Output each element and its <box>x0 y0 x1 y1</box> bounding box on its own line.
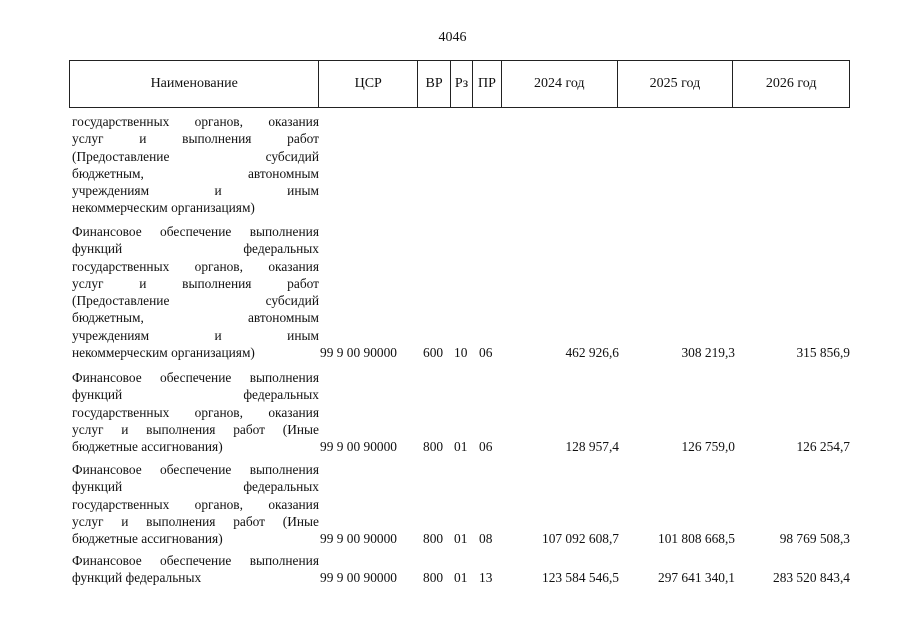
cell-vr: 800 <box>423 570 444 586</box>
cell-vr: 800 <box>423 439 444 455</box>
row-name-line: некоммерческим организациям) <box>72 200 255 216</box>
cell-rz: 01 <box>454 531 468 547</box>
cell-csr: 99 9 00 90000 <box>320 570 397 586</box>
cell-pr: 08 <box>479 531 493 547</box>
cell-y2025: 126 759,0 <box>681 439 735 455</box>
row-name-line: услуг и выполнения работ (Иные <box>72 513 319 529</box>
row-name-line: услуг и выполнения работ (Иные <box>72 421 319 437</box>
row-name <box>72 369 319 455</box>
table-header <box>69 60 850 108</box>
cell-y2025: 101 808 668,5 <box>658 531 735 547</box>
row-name-line: государственных органов, оказания <box>72 114 319 129</box>
row-name-line: функций федеральных <box>72 570 202 586</box>
cell-y2025: 308 219,3 <box>681 345 735 361</box>
cell-pr: 06 <box>479 439 493 455</box>
cell-y2026: 315 856,9 <box>796 345 850 361</box>
cell-y2026: 98 769 508,3 <box>779 531 850 547</box>
cell-pr: 06 <box>479 345 493 361</box>
cell-y2024: 462 926,6 <box>565 345 619 361</box>
row-name-line: учреждениям и иным <box>72 327 319 343</box>
cell-csr: 99 9 00 90000 <box>320 439 397 455</box>
cell-vr: 600 <box>423 345 444 361</box>
header-2024: 2024 год <box>502 61 618 107</box>
cell-pr: 13 <box>479 570 493 586</box>
row-name-line: некоммерческим организациям) <box>72 345 255 361</box>
cell-rz: 01 <box>454 439 468 455</box>
cell-y2024: 123 584 546,5 <box>542 570 619 586</box>
row-name-line: функций федеральных <box>72 479 319 495</box>
row-name <box>72 223 319 361</box>
row-name-line: государственных органов, оказания <box>72 258 319 274</box>
row-name-line: Финансовое обеспечение выполнения <box>72 224 319 239</box>
row-name-line: учреждениям и иным <box>72 183 319 199</box>
cell-rz: 01 <box>454 570 468 586</box>
row-name-line: услуг и выполнения работ <box>72 275 319 291</box>
row-name-line: Финансовое обеспечение выполнения <box>72 462 319 477</box>
cell-y2026: 283 520 843,4 <box>773 570 850 586</box>
row-name <box>72 552 319 587</box>
row-name-line: бюджетные ассигнования) <box>72 531 223 547</box>
header-pr: ПР <box>473 61 502 107</box>
row-name-line: бюджетным, автономным <box>72 165 319 181</box>
header-csr: ЦСР <box>319 61 418 107</box>
row-name-line: услуг и выполнения работ <box>72 131 319 147</box>
cell-y2024: 107 092 608,7 <box>542 531 619 547</box>
row-name-line: бюджетным, автономным <box>72 310 319 326</box>
row-name-line: функций федеральных <box>72 241 319 257</box>
cell-csr: 99 9 00 90000 <box>320 531 397 547</box>
row-name <box>72 113 319 217</box>
cell-y2025: 297 641 340,1 <box>658 570 735 586</box>
row-name <box>72 461 319 547</box>
cell-rz: 10 <box>454 345 468 361</box>
cell-y2026: 126 254,7 <box>796 439 850 455</box>
page-number: 4046 <box>438 30 467 45</box>
cell-csr: 99 9 00 90000 <box>320 345 397 361</box>
header-2026: 2026 год <box>765 76 817 91</box>
cell-y2024: 128 957,4 <box>565 439 619 455</box>
row-name-line: государственных органов, оказания <box>72 496 319 512</box>
header-vr: ВР <box>418 61 451 107</box>
row-name-line: Финансовое обеспечение выполнения <box>72 370 319 385</box>
header-2025: 2025 год <box>618 61 734 107</box>
row-name-line: государственных органов, оказания <box>72 404 319 420</box>
header-name: Наименование <box>70 61 319 107</box>
row-name-line: Финансовое обеспечение выполнения <box>72 553 319 568</box>
cell-vr: 800 <box>423 531 444 547</box>
row-name-line: (Предоставление субсидий <box>72 293 319 309</box>
header-rz: Рз <box>451 61 473 107</box>
row-name-line: бюджетные ассигнования) <box>72 439 223 455</box>
row-name-line: (Предоставление субсидий <box>72 148 319 164</box>
row-name-line: функций федеральных <box>72 387 319 403</box>
